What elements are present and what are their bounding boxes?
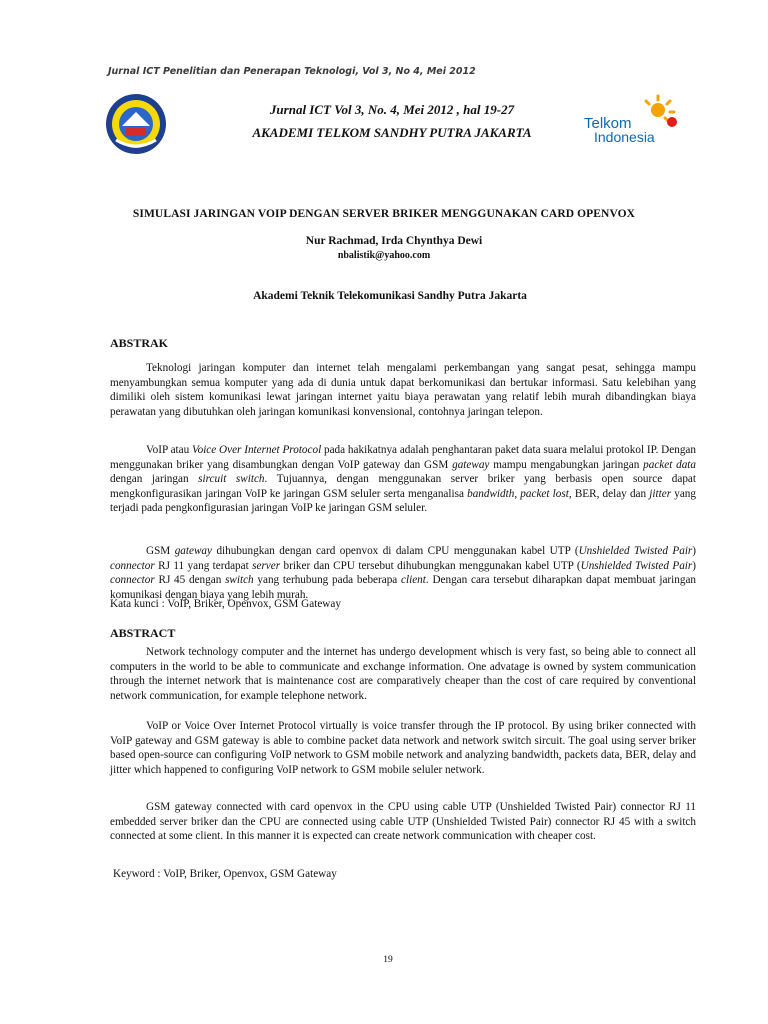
text-run: RJ 11 yang terdapat — [154, 559, 253, 572]
italic-text-run: client — [401, 574, 426, 587]
italic-text-run: switch — [225, 574, 254, 587]
text-run: BER, delay dan — [571, 487, 650, 500]
page-number: 19 — [383, 955, 393, 965]
abstract-paragraph-1: Network technology computer and the internet has undergo development whisch is very fast, so being able to connect all computers in the world to be able to communicate and exchange information. One advatage is owned by system communication through the internet network that is maintenance cost are comparatively cheaper than the cost of care required by conventional network communication, for example telephone network. — [110, 646, 696, 702]
text-run: . Tujuannya, dengan menggunakan server briker yang berbasis open source dapat mengkonfigurasikan jaringan VoIP ke jaringan GSM seluler serta menganalisa — [110, 473, 696, 500]
paper-authors: Nur Rachmad, Irda Chynthya Dewi — [305, 235, 483, 247]
italic-text-run: packet data — [643, 458, 696, 471]
running-header: Jurnal ICT Penelitian dan Penerapan Teknologi, Vol 3, No 4, Mei 2012 — [108, 66, 476, 77]
text-run: mampu mengabungkan jaringan — [489, 458, 644, 471]
italic-text-run: Unshielded Twisted Pair — [580, 559, 693, 572]
italic-text-run: sircuit switch — [198, 473, 265, 486]
text-run: . Dengan cara tersebut diharapkan dapat membuat jaringan komunikasi dengan biaya yang lebih murah. — [110, 574, 696, 601]
italic-text-run: server — [252, 559, 281, 572]
author-institution: Akademi Teknik Telekomunikasi Sandhy Putra Jakarta — [253, 290, 527, 302]
text-run: RJ 45 dengan — [154, 574, 226, 587]
abstract-paragraph-2: VoIP or Voice Over Internet Protocol virtually is voice transfer through the IP protocol. By using briker connected with VoIP gateway and GSM gateway is able to combine packet data network and network switch sircuit. The goal using server briker based open-source can configuring VoIP network to GSM mobile network and analyzing bandwidth, packets data, BER, delay and jitter which happened to configuring VoIP network to GSM mobile seluler network. — [110, 720, 696, 776]
text-run: dengan jaringan — [110, 473, 199, 486]
italic-text-run: gateway — [452, 458, 490, 471]
paper-title: SIMULASI JARINGAN VOIP DENGAN SERVER BRIKER MENGGUNAKAN CARD OPENVOX — [132, 208, 636, 220]
text-run: yang terhubung pada beberapa — [253, 574, 402, 587]
abstrak-paragraph-3 — [110, 544, 696, 602]
italic-text-run: connector — [110, 559, 155, 572]
italic-text-run: bandwidth, packet lost, — [467, 487, 572, 500]
indonesia-logo-text: Indonesia — [594, 129, 655, 145]
journal-citation: Jurnal ICT Vol 3, No. 4, Mei 2012 , hal 19-27 — [269, 102, 515, 117]
text-run: ) — [692, 545, 697, 557]
author-email: nbalistik@yahoo.com — [337, 250, 431, 261]
italic-text-run: jitter — [649, 487, 672, 500]
academy-name: AKADEMI TELKOM SANDHY PUTRA JAKARTA — [252, 125, 532, 140]
keyword-line: Keyword : VoIP, Briker, Openvox, GSM Gateway — [113, 868, 337, 880]
italic-text-run: Voice Over Internet Protocol — [192, 444, 322, 456]
kata-kunci: Kata kunci : VoIP, Briker, Openvox, GSM Gateway — [110, 598, 341, 610]
italic-text-run: Unshielded Twisted Pair — [578, 545, 693, 557]
abstract-paragraph-3: GSM gateway connected with card openvox in the CPU using cable UTP (Unshielded Twisted Pair) connector RJ 11 embedded server briker dan the CPU are connected using cable UTP (Unshielded Twisted Pair) connector RJ 45 with a switch connected at some client. In this manner it is expected can create network communication with cheaper cost. — [110, 801, 696, 843]
abstrak-heading: ABSTRAK — [110, 336, 169, 350]
text-run: pada hakikatnya adalah penghantaran paket data suara melalui protokol IP. Dengan menggunakan briker yang disambungkan dengan VoIP gateway dan GSM — [110, 444, 696, 471]
text-run: VoIP atau — [146, 444, 193, 456]
text-run: ) — [692, 559, 696, 572]
italic-text-run: connector — [110, 574, 155, 587]
abstrak-paragraph-2 — [110, 443, 696, 516]
italic-text-run: gateway — [174, 545, 212, 557]
telkom-logo-text: Telkom — [584, 115, 632, 132]
text-run: dihubungkan dengan card openvox di dalam CPU menggunakan kabel UTP ( — [212, 545, 579, 557]
abstract-heading: ABSTRACT — [110, 626, 176, 640]
text-run: GSM — [146, 545, 175, 557]
text-run: yang terjadi pada pengkonfigurasian jaringan VoIP ke jaringan GSM seluler. — [110, 487, 696, 515]
text-run: briker dan CPU tersebut dihubungkan menggunakan kabel UTP ( — [280, 559, 581, 572]
abstrak-paragraph-1: Teknologi jaringan komputer dan internet telah mengalami perkembangan yang sangat pesat, sehingga mampu menyambungkan semua komputer yang ada di dunia untuk dapat berkomunikasi dan bertukar informasi. Satu kelebihan yang dimiliki oleh sistem komunikasi lewat jaringan internet yaitu biaya perawatan yang relatif lebih murah dibandingkan biaya perawatan yang dibutuhkan oleh jaringan komunikasi konvensional, contohnya jaringan telepon. — [110, 362, 696, 418]
